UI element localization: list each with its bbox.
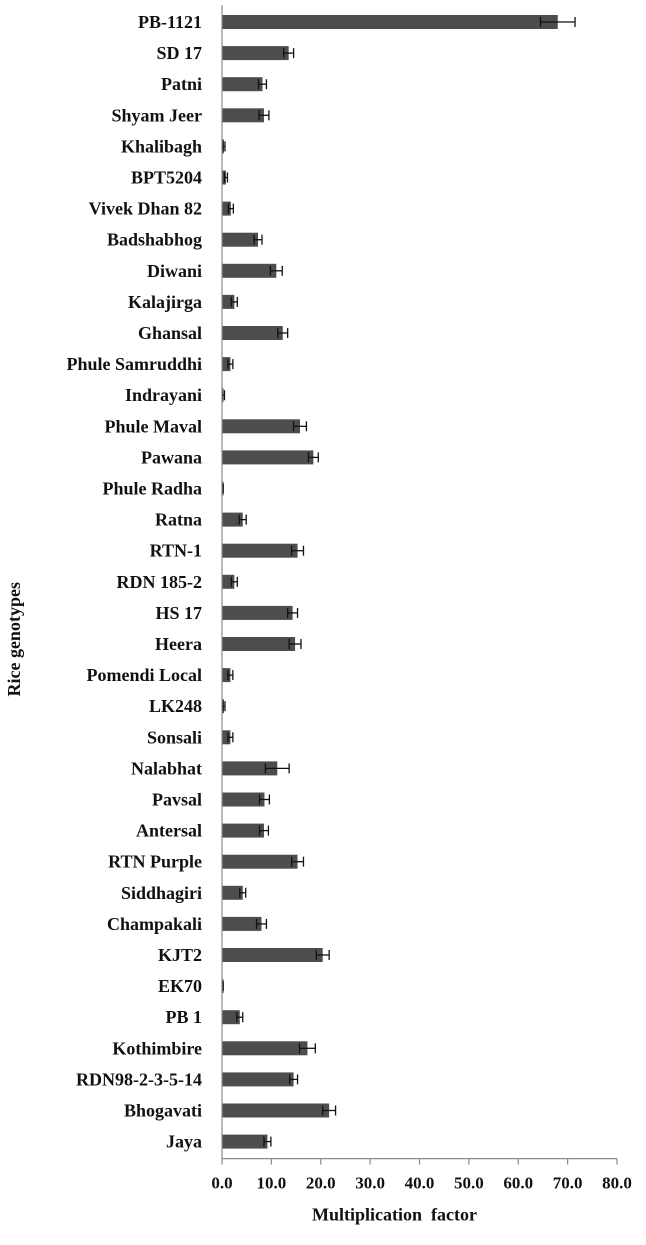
bar-13	[222, 419, 300, 433]
x-tick-label-4: 40.0	[404, 1173, 435, 1193]
category-label-21: Pomendi Local	[86, 665, 202, 686]
bar-3	[222, 108, 264, 122]
category-label-24: Nalabhat	[130, 758, 202, 779]
bar-19	[222, 606, 293, 620]
category-label-27: RTN Purple	[108, 851, 202, 872]
x-tick-label-3: 30.0	[355, 1173, 385, 1193]
category-label-7: Badshabhog	[106, 229, 202, 250]
x-tick-label-6: 60.0	[503, 1173, 534, 1193]
error-bars-group	[222, 17, 575, 1147]
bar-27	[222, 855, 298, 869]
category-label-4: Khalibagh	[120, 136, 202, 157]
x-tick-label-5: 50.0	[454, 1173, 484, 1193]
x-tick-label-7: 70.0	[552, 1173, 583, 1193]
bar-25	[222, 793, 264, 807]
category-label-32: PB 1	[165, 1007, 202, 1028]
category-label-3: Shyam Jeer	[111, 105, 202, 126]
y-axis-title: Rice genotypes	[4, 582, 24, 697]
category-label-15: Phule Radha	[102, 478, 202, 499]
category-label-0: PB-1121	[137, 12, 202, 32]
x-tick-label-0: 0.0	[211, 1173, 233, 1193]
bar-8	[222, 264, 276, 278]
category-label-6: Vivek Dhan 82	[88, 198, 202, 219]
category-label-34: RDN98-2-3-5-14	[76, 1069, 202, 1090]
bar-10	[222, 326, 283, 340]
category-label-22: LK248	[148, 696, 202, 717]
category-labels-group	[66, 12, 202, 1152]
x-tick-label-2: 20.0	[305, 1173, 336, 1193]
category-label-5: BPT5204	[130, 167, 202, 188]
x-tick-label-8: 80.0	[602, 1173, 632, 1193]
x-axis-title: Multiplication factor	[312, 1204, 477, 1225]
bar-35	[222, 1104, 329, 1118]
bar-17	[222, 544, 298, 558]
category-label-35: Bhogavati	[123, 1100, 202, 1121]
category-label-14: Pawana	[140, 447, 202, 468]
bar-20	[222, 637, 295, 651]
x-ticks-group	[211, 1159, 632, 1193]
category-label-11: Phule Samruddhi	[66, 354, 202, 375]
bar-0	[222, 15, 558, 29]
bar-14	[222, 450, 313, 464]
category-label-25: Pavsal	[151, 789, 202, 810]
category-label-19: HS 17	[155, 602, 202, 623]
bar-34	[222, 1072, 294, 1086]
category-label-9: Kalajirga	[128, 291, 202, 312]
category-label-13: Phule Maval	[104, 416, 202, 437]
bar-7	[222, 233, 258, 247]
category-label-31: EK70	[157, 976, 202, 997]
bar-1	[222, 46, 289, 60]
bar-26	[222, 824, 264, 838]
category-label-12: Indrayani	[124, 385, 202, 406]
category-label-30: KJT2	[157, 945, 202, 965]
category-label-26: Antersal	[136, 820, 202, 841]
category-label-20: Heera	[155, 634, 202, 654]
category-label-8: Diwani	[146, 260, 202, 281]
bar-33	[222, 1041, 307, 1055]
category-label-2: Patni	[160, 74, 202, 95]
category-label-33: Kothimbire	[112, 1038, 202, 1059]
category-label-1: SD 17	[156, 43, 202, 64]
category-label-10: Ghansal	[137, 323, 202, 343]
axes-group	[222, 5, 617, 1159]
bar-30	[222, 948, 323, 962]
bar-2	[222, 77, 262, 91]
x-tick-label-1: 10.0	[256, 1173, 287, 1193]
category-label-18: RDN 185-2	[116, 571, 202, 592]
bars-group	[222, 15, 558, 1149]
bar-36	[222, 1135, 267, 1149]
category-label-16: Ratna	[154, 509, 202, 530]
category-label-36: Jaya	[166, 1131, 202, 1152]
category-label-17: RTN-1	[149, 540, 202, 561]
category-label-23: Sonsali	[146, 727, 202, 748]
category-label-29: Champakali	[106, 913, 202, 934]
bar-29	[222, 917, 262, 931]
category-label-28: Siddhagiri	[120, 882, 202, 903]
